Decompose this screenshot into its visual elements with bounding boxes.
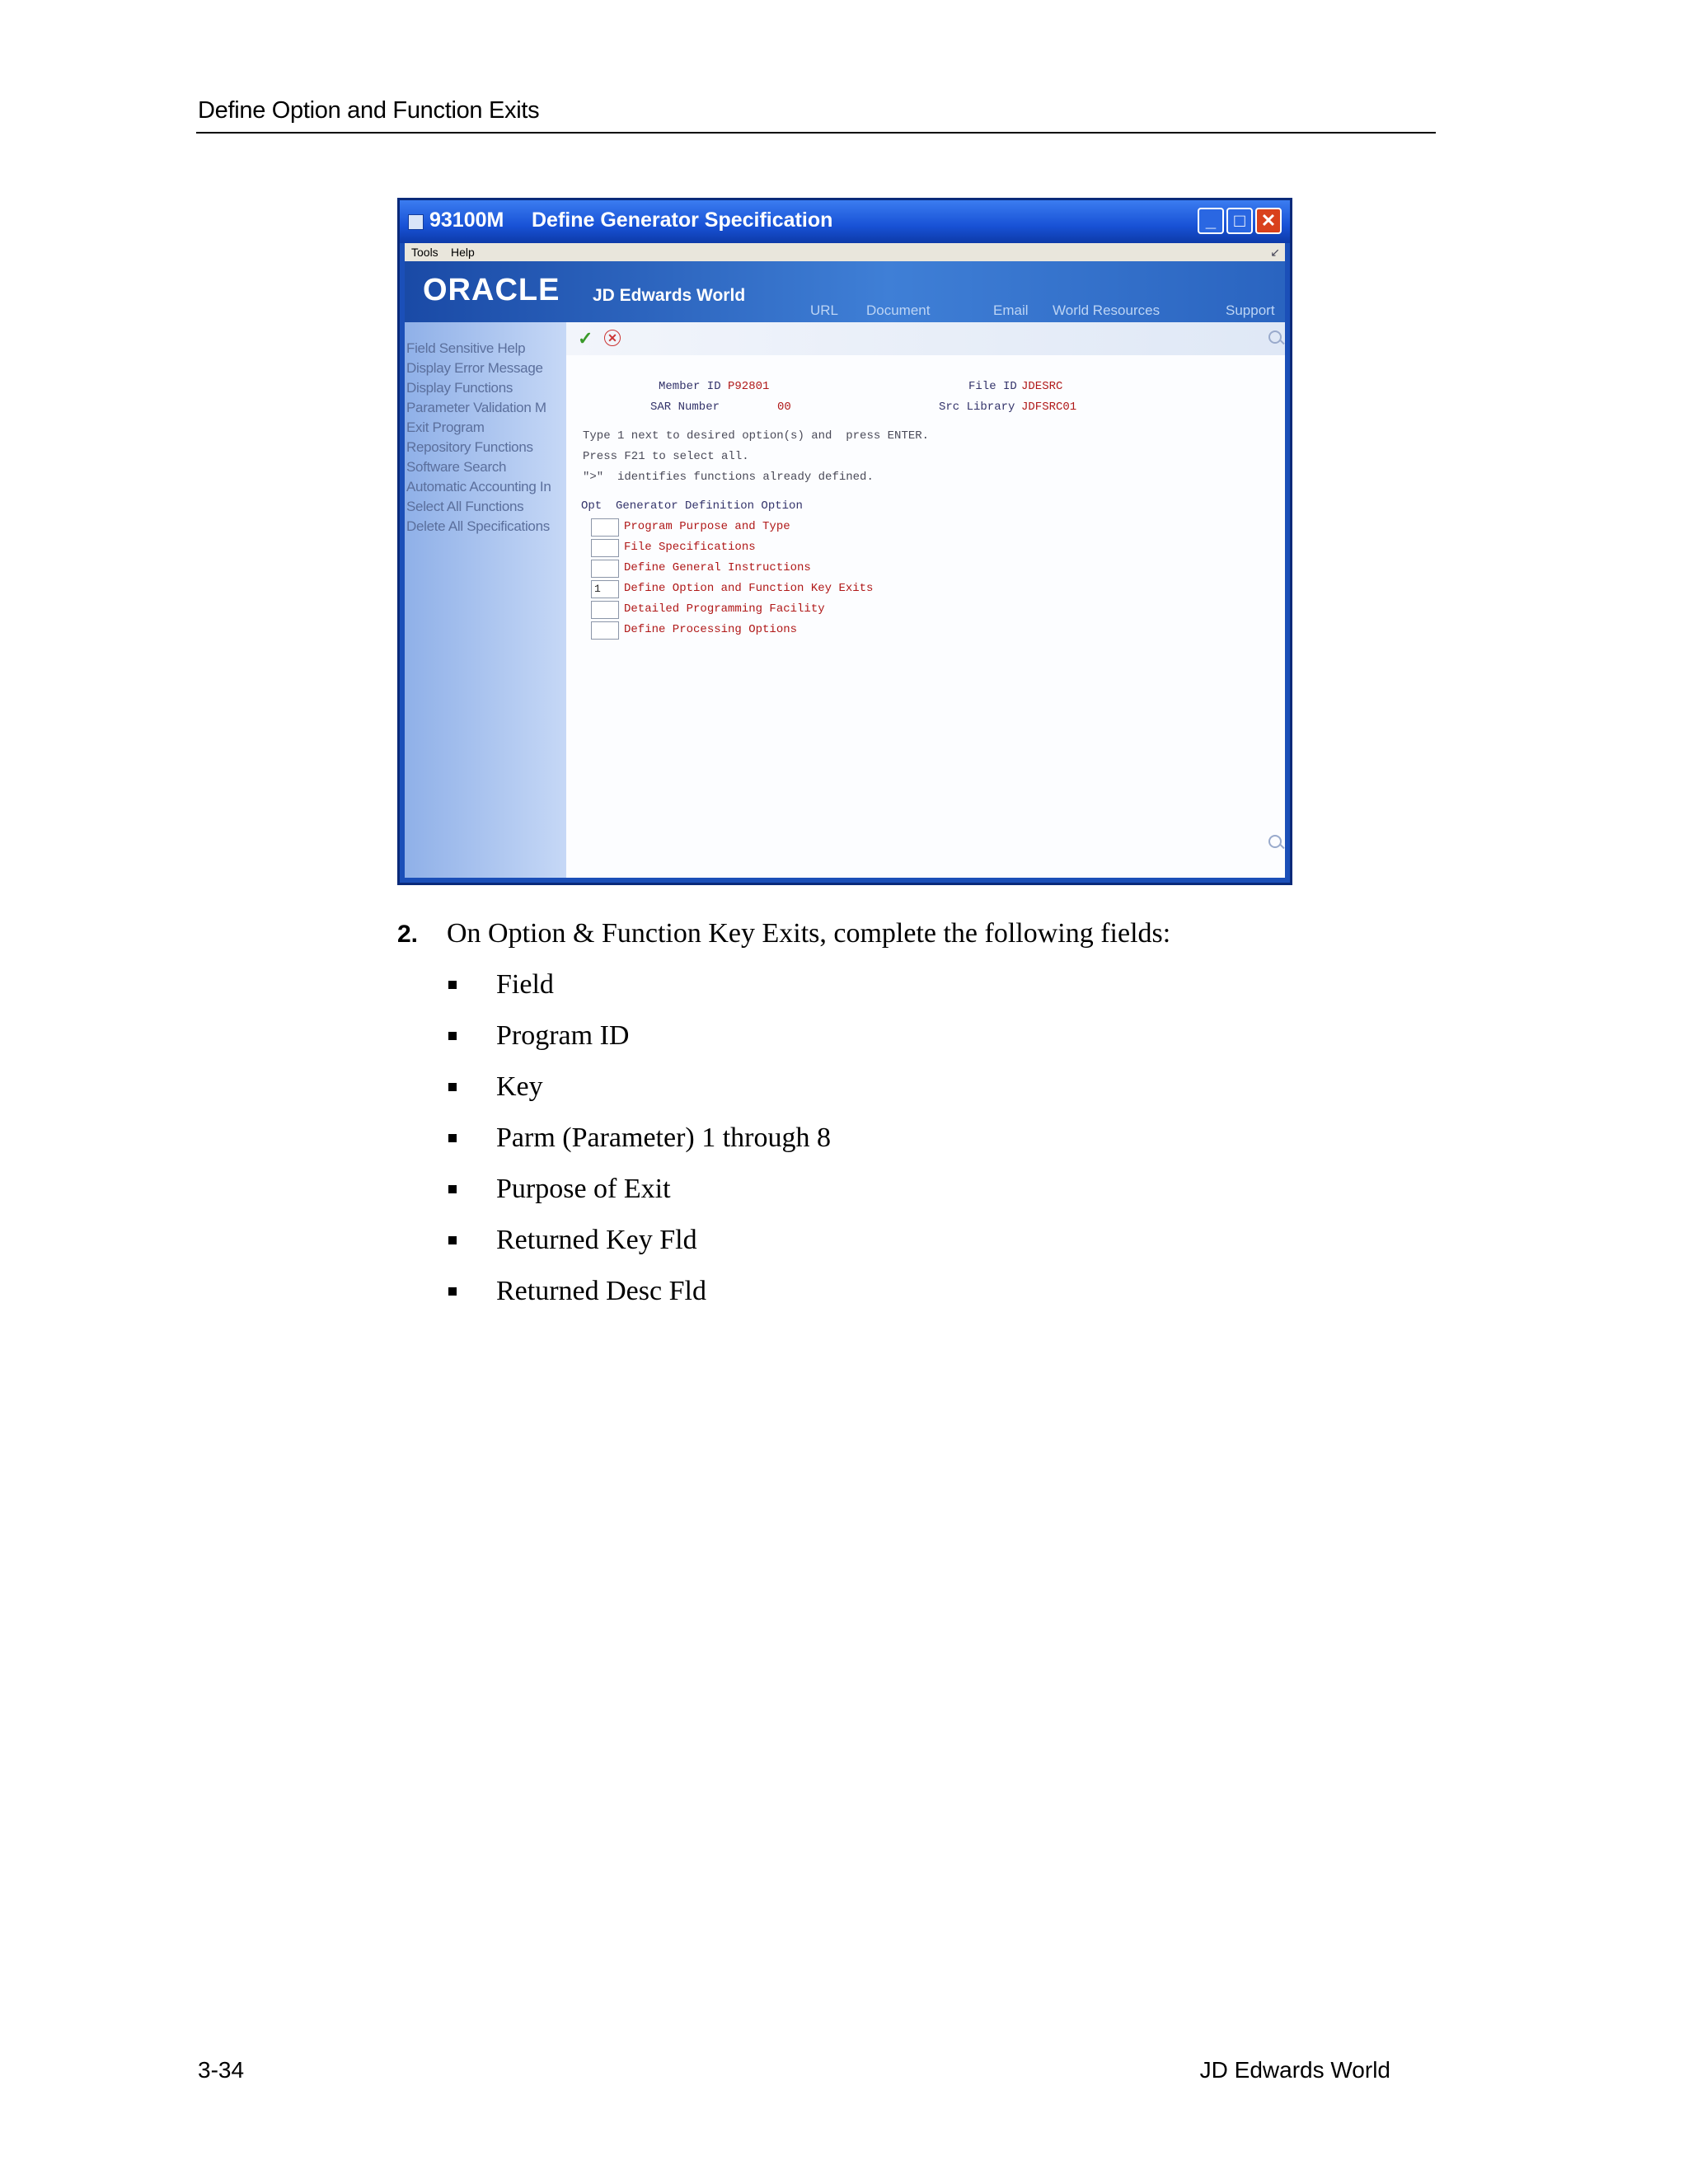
list-item-text: Program ID [496, 1020, 630, 1051]
sar-number-label: SAR Number [650, 401, 720, 414]
header-rule [196, 132, 1436, 134]
option-label: Define Processing Options [624, 623, 798, 636]
option-label: Define Option and Function Key Exits [624, 582, 874, 595]
bullet-icon [448, 1032, 457, 1040]
list-item-text: Parm (Parameter) 1 through 8 [496, 1122, 831, 1153]
step-text: On Option & Function Key Exits, complete the following fields: [447, 918, 1171, 949]
application-window-screenshot [397, 198, 1292, 885]
sidebar-item-repository-functions[interactable]: Repository Functions [406, 439, 533, 455]
option-input[interactable] [591, 560, 619, 578]
sar-number-value: 00 [777, 401, 791, 414]
sidebar-item-automatic-accounting[interactable]: Automatic Accounting In [406, 479, 551, 494]
sidebar-item-exit-program[interactable]: Exit Program [406, 419, 485, 435]
menu-help[interactable]: Help [451, 246, 475, 259]
page-number: 3-34 [198, 2057, 245, 2083]
option-label: File Specifications [624, 541, 756, 554]
oracle-banner [405, 261, 1285, 322]
list-item-text: Field [496, 969, 554, 1000]
oracle-logo: ORACLE [423, 273, 560, 307]
nav-link-url[interactable]: URL [810, 302, 839, 318]
footer-product-name: JD Edwards World [1199, 2057, 1390, 2083]
zoom-icon[interactable] [1268, 330, 1282, 344]
cancel-x-icon[interactable]: ✕ [604, 330, 621, 346]
menu-tools[interactable]: Tools [411, 246, 438, 259]
window-title: Define Generator Specification [532, 209, 833, 232]
form-toolbar [566, 322, 1285, 355]
option-input[interactable] [591, 518, 619, 537]
bullet-icon [448, 981, 457, 989]
option-input[interactable] [591, 601, 619, 619]
file-id-value: JDESRC [1021, 380, 1063, 393]
sidebar-item-display-functions[interactable]: Display Functions [406, 380, 513, 396]
bullet-icon [448, 1083, 457, 1091]
zoom-icon[interactable] [1268, 835, 1282, 848]
sidebar-item-software-search[interactable]: Software Search [406, 459, 507, 475]
bullet-icon [448, 1185, 457, 1193]
bullet-icon [448, 1287, 457, 1296]
sidebar-item-select-all-functions[interactable]: Select All Functions [406, 499, 524, 514]
instruction-line: ">" identifies functions already defined. [583, 471, 874, 484]
product-name: JD Edwards World [593, 286, 746, 305]
src-library-value: JDFSRC01 [1021, 401, 1077, 414]
menubar [405, 243, 1285, 261]
src-library-label: Src Library [939, 401, 1015, 414]
file-id-label: File ID [968, 380, 1017, 393]
option-input[interactable] [591, 539, 619, 557]
program-icon [408, 214, 424, 230]
running-head: Define Option and Function Exits [198, 97, 540, 124]
list-item-text: Purpose of Exit [496, 1174, 671, 1204]
member-id-value: P92801 [728, 380, 770, 393]
instruction-line: Type 1 next to desired option(s) and press ENTER. [583, 429, 930, 443]
bullet-icon [448, 1236, 457, 1244]
option-input[interactable]: 1 [591, 580, 619, 598]
option-input[interactable] [591, 621, 619, 640]
list-item-text: Returned Desc Fld [496, 1276, 706, 1306]
nav-link-support[interactable]: Support [1226, 302, 1275, 318]
close-button[interactable]: ✕ [1255, 208, 1282, 234]
window-titlebar [400, 200, 1290, 243]
sidebar-item-parameter-validation[interactable]: Parameter Validation M [406, 400, 546, 415]
maximize-button[interactable]: □ [1226, 208, 1253, 234]
nav-link-world-resources[interactable]: World Resources [1053, 302, 1160, 318]
option-label: Define General Instructions [624, 561, 811, 574]
step-number: 2. [397, 921, 419, 948]
form-content [566, 322, 1285, 878]
ok-check-icon[interactable]: ✓ [578, 328, 593, 349]
sidebar-item-delete-all-specifications[interactable]: Delete All Specifications [406, 518, 550, 534]
function-sidebar [405, 322, 566, 878]
option-label: Program Purpose and Type [624, 520, 790, 533]
sidebar-item-field-sensitive-help[interactable]: Field Sensitive Help [406, 340, 526, 356]
nav-link-document[interactable]: Document [866, 302, 931, 318]
list-item-text: Returned Key Fld [496, 1225, 697, 1255]
program-code: 93100M [429, 209, 504, 232]
sidebar-item-display-error-message[interactable]: Display Error Message [406, 360, 543, 376]
minimize-button[interactable]: _ [1198, 208, 1224, 234]
instruction-line: Press F21 to select all. [583, 450, 749, 463]
option-label: Detailed Programming Facility [624, 602, 825, 616]
bullet-icon [448, 1134, 457, 1142]
nav-link-email[interactable]: Email [993, 302, 1029, 318]
list-item-text: Key [496, 1071, 543, 1102]
menu-arrow-icon: ↙ [1270, 246, 1280, 259]
options-column-header: Opt Generator Definition Option [581, 499, 803, 513]
member-id-label: Member ID [659, 380, 721, 393]
